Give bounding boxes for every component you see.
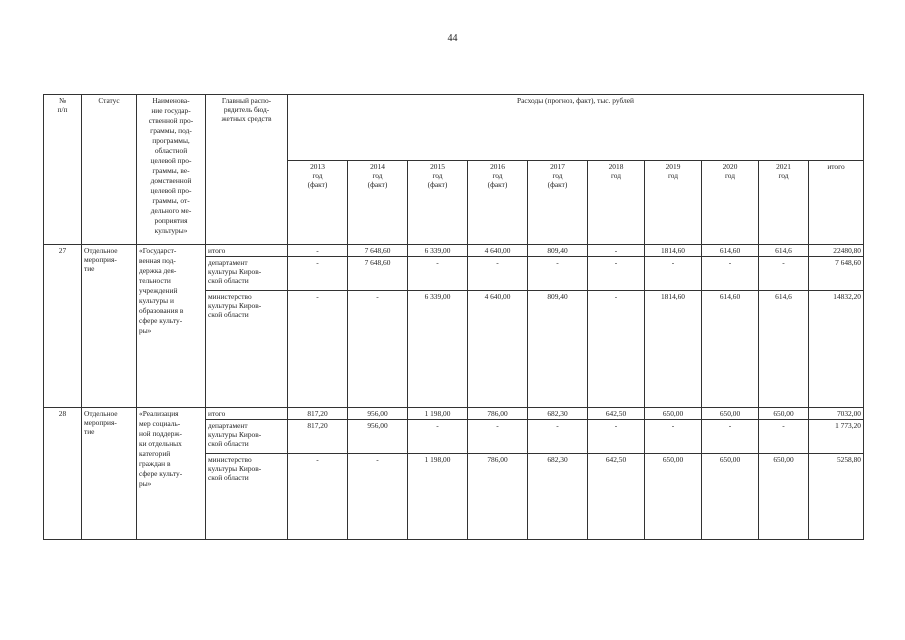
row-value: 956,00 — [348, 420, 408, 454]
row-value: - — [528, 257, 588, 291]
row-value: - — [588, 291, 645, 408]
row-value: 5258,80 — [809, 454, 864, 540]
row-value: - — [288, 454, 348, 540]
row-status: Отдельное мероприя- тие — [82, 408, 137, 540]
row-value: - — [528, 420, 588, 454]
row-value: - — [468, 257, 528, 291]
header-year-7: 2020 год — [702, 161, 759, 245]
row-value: 650,00 — [702, 454, 759, 540]
row-value: 1814,60 — [645, 291, 702, 408]
row-value: - — [408, 420, 468, 454]
row-value: - — [588, 245, 645, 257]
header-year-0: 2013 год (факт) — [288, 161, 348, 245]
row-value: 650,00 — [645, 408, 702, 420]
row-value: - — [288, 291, 348, 408]
row-main-manager: министерство культуры Киров- ской области — [206, 291, 288, 408]
header-year-9: итого — [809, 161, 864, 245]
row-value: 650,00 — [645, 454, 702, 540]
row-value: 7 648,60 — [809, 257, 864, 291]
row-value: - — [759, 257, 809, 291]
row-value: 614,60 — [702, 291, 759, 408]
row-main-manager: итого — [206, 245, 288, 257]
row-value: 1 198,00 — [408, 454, 468, 540]
row-value: - — [408, 257, 468, 291]
row-value: 6 339,00 — [408, 245, 468, 257]
header-status: Статус — [82, 95, 137, 245]
row-value: - — [759, 420, 809, 454]
page-number: 44 — [447, 33, 458, 44]
header-expenses: Расходы (прогноз, факт), тыс. рублей — [288, 95, 864, 161]
header-num: № п/п — [44, 95, 82, 245]
header-year-1: 2014 год (факт) — [348, 161, 408, 245]
row-num: 28 — [44, 408, 82, 540]
row-value: 650,00 — [759, 454, 809, 540]
row-value: 817,20 — [288, 408, 348, 420]
row-value: 7 648,60 — [348, 245, 408, 257]
header-name: Наименова- ние государ- ственной про- граммы, под- программы, областной целевой про- граммы, ве- домственной целевой про- граммы, от- дельного ме- роприятия культуры» — [137, 95, 206, 245]
row-value: 1814,60 — [645, 245, 702, 257]
row-value: - — [288, 245, 348, 257]
row-value: 817,20 — [288, 420, 348, 454]
row-value: - — [348, 454, 408, 540]
row-value: 642,50 — [588, 454, 645, 540]
header-year-5: 2018 год — [588, 161, 645, 245]
table-row — [44, 245, 864, 257]
header-year-3: 2016 год (факт) — [468, 161, 528, 245]
row-value: - — [348, 291, 408, 408]
row-value: - — [702, 257, 759, 291]
row-value: 682,30 — [528, 408, 588, 420]
row-main-manager: департамент культуры Киров- ской области — [206, 257, 288, 291]
row-value: 786,00 — [468, 454, 528, 540]
row-value: 1 773,20 — [809, 420, 864, 454]
header-row-1 — [44, 95, 864, 161]
expenses-table — [43, 94, 864, 540]
row-value: - — [645, 257, 702, 291]
header-year-2: 2015 год (факт) — [408, 161, 468, 245]
row-value: - — [588, 257, 645, 291]
row-value: - — [702, 420, 759, 454]
row-name: «Реализация мер социаль- ной поддерж- ки отдельных категорий граждан в сфере культу- ры» — [137, 408, 206, 540]
row-value: 4 640,00 — [468, 245, 528, 257]
row-value: 650,00 — [759, 408, 809, 420]
row-value: 7 648,60 — [348, 257, 408, 291]
row-main-manager: итого — [206, 408, 288, 420]
row-value: 6 339,00 — [408, 291, 468, 408]
row-value: 642,50 — [588, 408, 645, 420]
row-num: 27 — [44, 245, 82, 408]
header-main-manager: Главный распо- рядитель бюд- жетных средств — [206, 95, 288, 245]
row-value: 614,60 — [702, 245, 759, 257]
table-row — [44, 408, 864, 420]
row-value: 682,30 — [528, 454, 588, 540]
row-main-manager: министерство культуры Киров- ской области — [206, 454, 288, 540]
row-value: 809,40 — [528, 245, 588, 257]
row-value: - — [468, 420, 528, 454]
row-value: 786,00 — [468, 408, 528, 420]
row-value: 4 640,00 — [468, 291, 528, 408]
row-value: - — [588, 420, 645, 454]
row-value: - — [288, 257, 348, 291]
row-value: 614,6 — [759, 245, 809, 257]
row-value: 7032,00 — [809, 408, 864, 420]
row-status: Отдельное мероприя- тие — [82, 245, 137, 408]
row-value: 614,6 — [759, 291, 809, 408]
row-value: - — [645, 420, 702, 454]
header-year-8: 2021 год — [759, 161, 809, 245]
row-value: 809,40 — [528, 291, 588, 408]
row-value: 956,00 — [348, 408, 408, 420]
header-year-4: 2017 год (факт) — [528, 161, 588, 245]
header-year-6: 2019 год — [645, 161, 702, 245]
row-value: 1 198,00 — [408, 408, 468, 420]
row-value: 14832,20 — [809, 291, 864, 408]
row-name: «Государст- венная под- держка дея- тельности учреждений культуры и образования в сфере культу- ры» — [137, 245, 206, 408]
row-main-manager: департамент культуры Киров- ской области — [206, 420, 288, 454]
row-value: 650,00 — [702, 408, 759, 420]
row-value: 22480,80 — [809, 245, 864, 257]
